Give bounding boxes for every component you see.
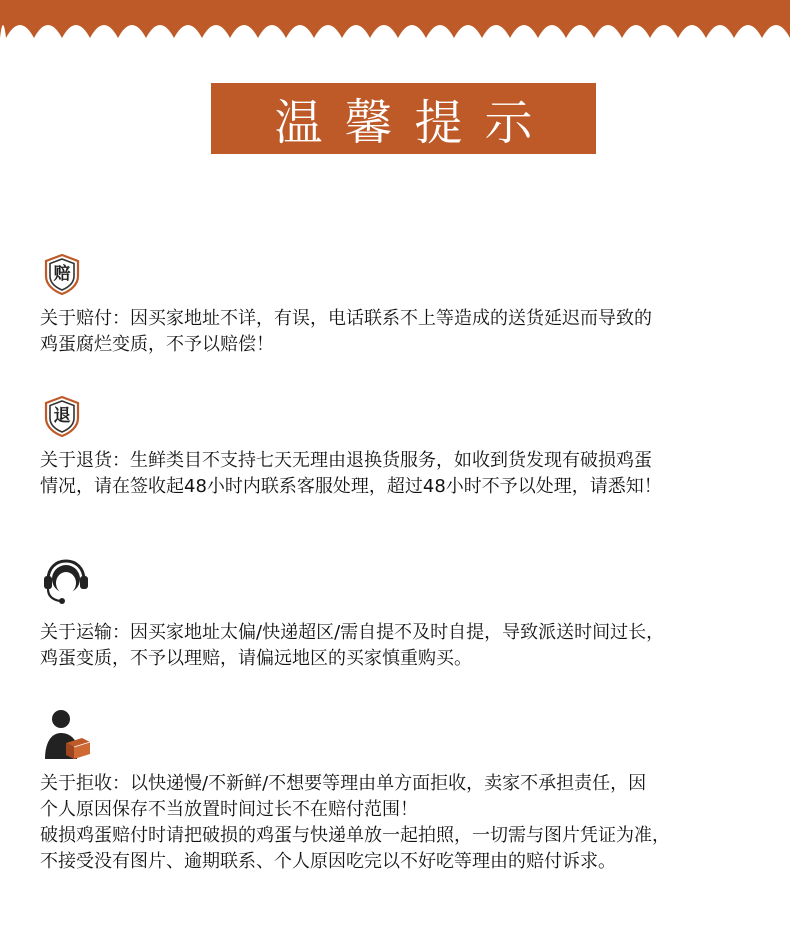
text-line: 关于运输：因买家地址太偏/快递超区/需自提不及时自提，导致派送时间过长，: [40, 622, 665, 643]
page-title: 温馨提示: [274, 95, 555, 151]
section-shipping: [40, 556, 770, 672]
section-text: [40, 306, 770, 358]
text-line: 情况，请在签收起48小时内联系客服处理，超过48小时不予以处理，请悉知！: [40, 476, 662, 497]
text-line: 个人原因保存不当放置时间过长不在赔付范围！: [40, 799, 418, 820]
section-text: [40, 771, 770, 875]
text-line: 鸡蛋腐烂变质，不予以赔偿！: [40, 334, 274, 355]
badge-label: 赔: [53, 264, 71, 284]
badge-label: 退: [53, 406, 71, 426]
section-compensation: [40, 252, 770, 358]
text-line: 破损鸡蛋赔付时请把破损的鸡蛋与快递单放一起拍照，一切需与图片凭证为准，: [40, 825, 670, 846]
shield-badge-icon: [40, 252, 84, 296]
person-with-package-icon: [40, 707, 92, 763]
text-line: 关于拒收：以快递慢/不新鲜/不想要等理由单方面拒收，卖家不承担责任，因: [40, 773, 647, 794]
text-line: 关于赔付：因买家地址不详，有误，电话联系不上等造成的送货延迟而导致的: [40, 308, 652, 329]
section-text: [40, 620, 770, 672]
section-rejection: [40, 707, 770, 875]
headset-agent-icon: [40, 556, 92, 608]
title-banner: [211, 83, 596, 154]
shield-badge-icon: [40, 394, 84, 438]
scalloped-top-border: [0, 0, 790, 48]
text-line: 鸡蛋变质，不予以理赔，请偏远地区的买家慎重购买。: [40, 648, 472, 669]
text-line: 关于退货：生鲜类目不支持七天无理由退换货服务，如收到货发现有破损鸡蛋: [40, 450, 652, 471]
section-returns: [40, 394, 770, 500]
text-line: 不接受没有图片、逾期联系、个人原因吃完以不好吃等理由的赔付诉求。: [40, 851, 616, 872]
section-text: [40, 448, 770, 500]
